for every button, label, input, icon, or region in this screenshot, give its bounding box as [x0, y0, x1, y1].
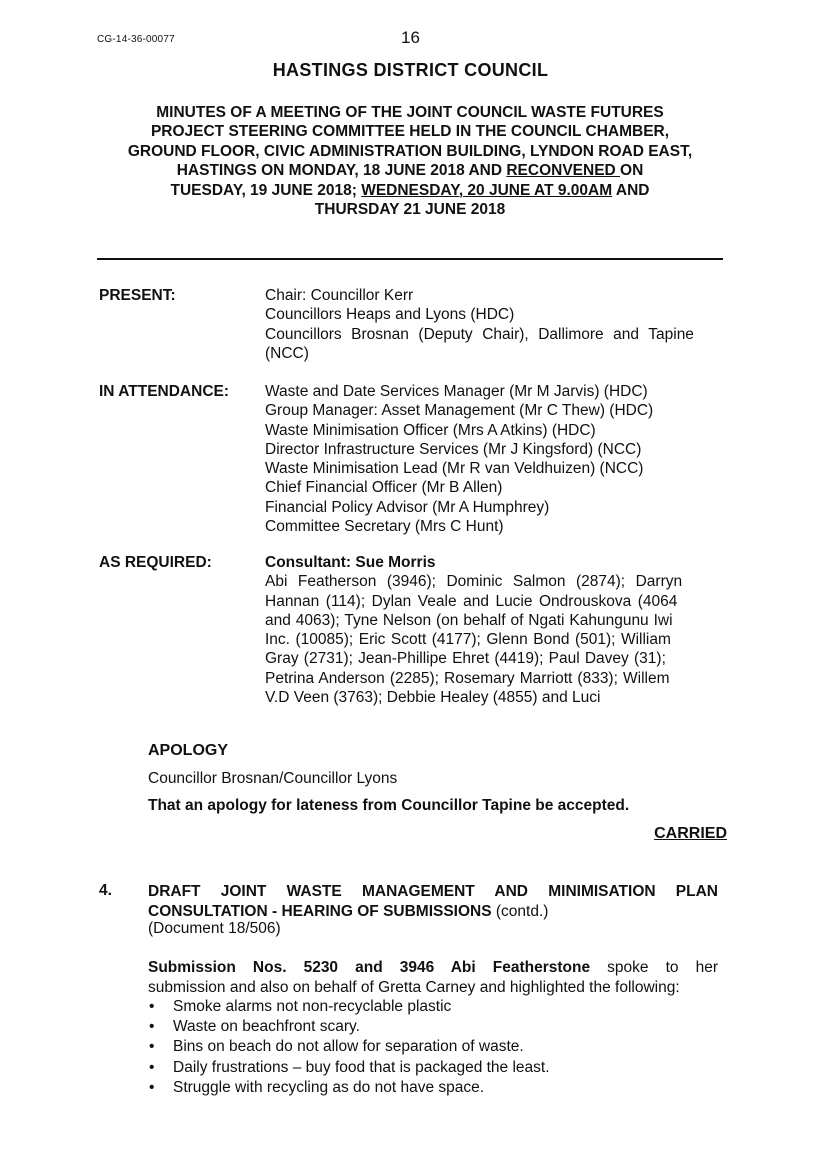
list-item: • Waste on beachfront scary.	[148, 1017, 718, 1037]
list-item: • Smoke alarms not non-recyclable plastic	[148, 997, 718, 1017]
as-required-list	[265, 553, 723, 707]
attendance-line: Group Manager: Asset Management (Mr C Thew) (HDC)	[265, 402, 654, 420]
list-item: • Bins on beach do not allow for separation of waste.	[148, 1037, 718, 1057]
item-title-rest: (contd.)	[491, 902, 549, 920]
minutes-title-text: ON	[620, 162, 644, 180]
horizontal-divider	[97, 258, 723, 260]
minutes-title-line: THURSDAY 21 JUNE 2018	[314, 201, 506, 219]
list-item: • Struggle with recycling as do not have space.	[148, 1078, 718, 1098]
submitter-line: V.D Veen (3763); Debbie Healey (4855) and Luci	[265, 689, 601, 707]
attendance-line: Waste Minimisation Officer (Mrs A Atkins) (HDC)	[265, 421, 596, 439]
submitter-line: and 4063); Tyne Nelson (on behalf of Ngati Kahungunu Iwi	[265, 611, 673, 629]
as-required-label: AS REQUIRED:	[99, 554, 212, 571]
attendance-line: Director Infrastructure Services (Mr J Kingsford) (NCC)	[265, 440, 642, 458]
minutes-title-text: TUESDAY, 19 JUNE 2018;	[170, 181, 362, 199]
submission-text: spoke to her	[590, 959, 719, 976]
submission-line: submission and also on behalf of Gretta Carney and highlighted the following:	[148, 978, 680, 996]
present-line: Chair: Councillor Kerr	[265, 287, 414, 304]
minutes-title	[100, 103, 720, 219]
item-title-line	[148, 903, 548, 920]
present-list	[265, 286, 723, 363]
item-title	[148, 882, 718, 921]
page-number: 16	[401, 28, 420, 47]
present-line: (NCC)	[265, 344, 309, 362]
council-name: HASTINGS DISTRICT COUNCIL	[272, 60, 549, 80]
reconvened-underlined: RECONVENED	[506, 162, 621, 180]
item-number: 4.	[99, 882, 112, 899]
present-label: PRESENT:	[99, 287, 176, 304]
apology-mover: Councillor Brosnan/Councillor Lyons	[148, 770, 398, 787]
submission-heading: Submission Nos. 5230 and 3946 Abi Featherstone	[148, 959, 591, 976]
submitter-line: Gray (2731); Jean-Phillipe Ehret (4419); Paul Davey (31);	[265, 650, 666, 668]
attendance-line: Chief Financial Officer (Mr B Allen)	[265, 479, 503, 497]
present-line: Councillors Heaps and Lyons (HDC)	[265, 306, 515, 324]
minutes-title-line	[100, 161, 720, 180]
apology-heading: APOLOGY	[148, 742, 229, 759]
attendance-line: Committee Secretary (Mrs C Hunt)	[265, 518, 504, 536]
present-line: Councillors Brosnan (Deputy Chair), Dallimore and Tapine	[265, 325, 694, 343]
in-attendance-list	[265, 382, 723, 536]
submitter-line: Inc. (10085); Eric Scott (4177); Glenn Bond (501); William	[265, 631, 671, 649]
minutes-title-line: PROJECT STEERING COMMITTEE HELD IN THE COUNCIL CHAMBER,	[150, 123, 670, 141]
submission-paragraph	[148, 958, 718, 997]
apology-motion: That an apology for lateness from Councillor Tapine be accepted.	[148, 797, 630, 814]
minutes-title-line	[100, 181, 720, 200]
submission-points	[148, 997, 718, 1098]
carried-result: CARRIED	[654, 825, 727, 842]
list-item: • Daily frustrations – buy food that is packaged the least.	[148, 1058, 718, 1078]
document-id: CG-14-36-00077	[97, 34, 175, 45]
minutes-title-text: AND	[612, 181, 650, 199]
submission-line	[148, 958, 718, 978]
in-attendance-label: IN ATTENDANCE:	[99, 383, 230, 400]
minutes-title-line: GROUND FLOOR, CIVIC ADMINISTRATION BUILDING, LYNDON ROAD EAST,	[127, 142, 693, 160]
attendance-line: Waste and Date Services Manager (Mr M Jarvis) (HDC)	[265, 383, 648, 400]
wednesday-underlined: WEDNESDAY, 20 JUNE AT 9.00AM	[361, 181, 613, 199]
submitter-line: Petrina Anderson (2285); Rosemary Marriott (833); Willem	[265, 669, 670, 687]
item-title-line: DRAFT JOINT WASTE MANAGEMENT AND MINIMISATION PLAN	[148, 883, 718, 900]
submitter-line: Abi Featherson (3946); Dominic Salmon (2874); Darryn	[265, 573, 683, 591]
minutes-title-text: HASTINGS ON MONDAY, 18 JUNE 2018 AND	[176, 162, 507, 180]
submitter-line: Hannan (114); Dylan Veale and Lucie Ondrouskova (4064	[265, 592, 678, 610]
consultant-line: Consultant: Sue Morris	[265, 554, 436, 571]
document-reference: (Document 18/506)	[148, 920, 281, 937]
item-title-bold: CONSULTATION - HEARING OF SUBMISSIONS	[148, 902, 492, 920]
attendance-line: Waste Minimisation Lead (Mr R van Veldhuizen) (NCC)	[265, 460, 644, 478]
attendance-line: Financial Policy Advisor (Mr A Humphrey)	[265, 498, 550, 516]
minutes-title-line: MINUTES OF A MEETING OF THE JOINT COUNCIL WASTE FUTURES	[156, 104, 664, 121]
